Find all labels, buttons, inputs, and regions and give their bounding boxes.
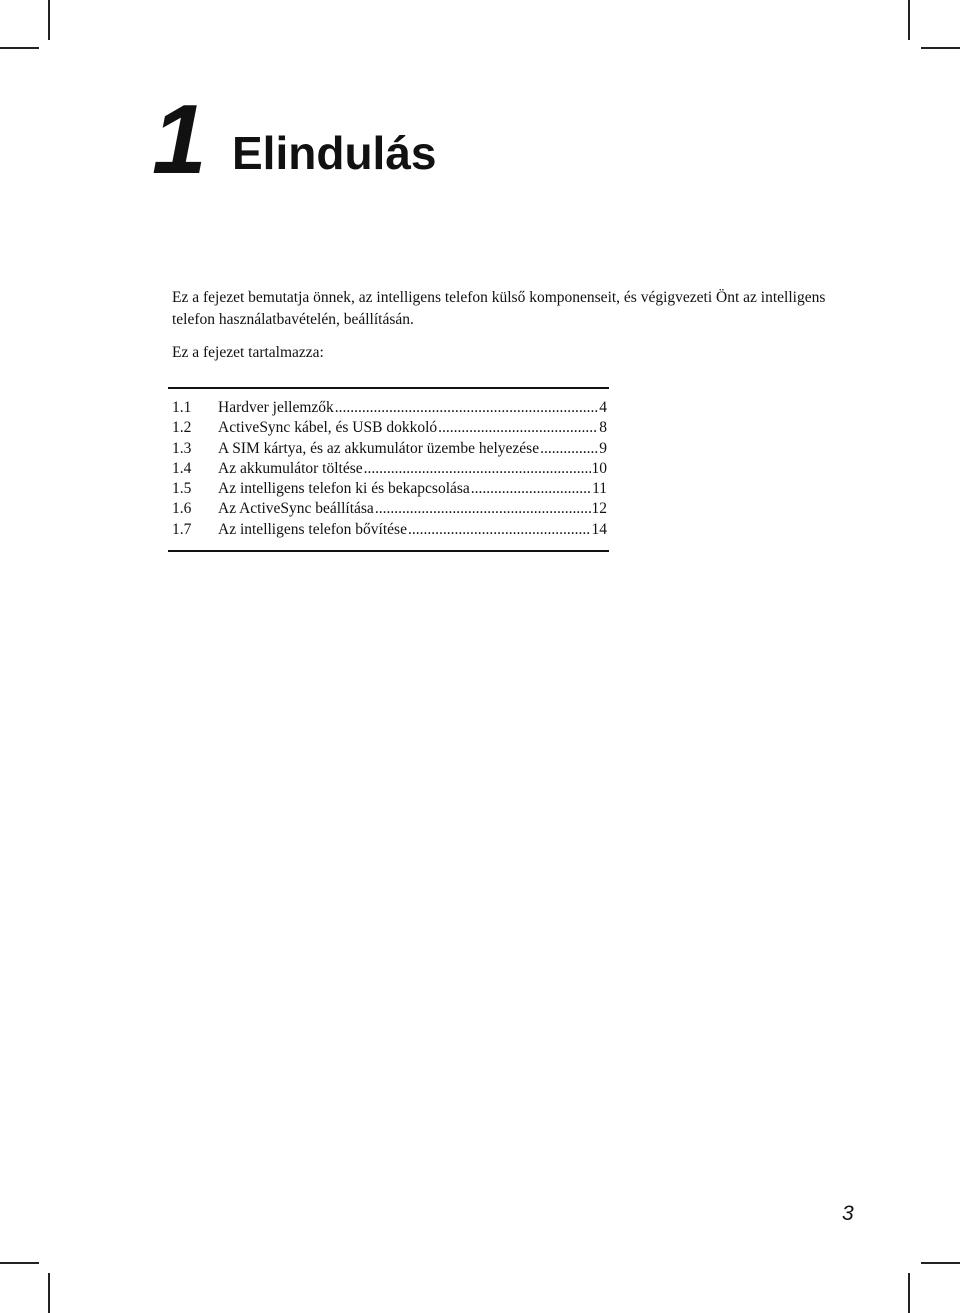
contents-label: Ez a fejezet tartalmazza:	[172, 344, 324, 361]
toc-entry-number: 1.6	[172, 500, 192, 518]
toc-entry[interactable]	[172, 439, 607, 459]
toc-entry[interactable]	[172, 499, 607, 519]
toc-entry-title: Az akkumulátor töltése	[218, 459, 363, 477]
toc-entry[interactable]	[172, 459, 607, 479]
toc-entry-page: 11	[592, 480, 607, 498]
chapter-title: Elindulás	[232, 127, 437, 179]
intro-paragraph: Ez a fejezet bemutatja önnek, az intelligens telefon külső komponenseit, és végigvezeti Önt az intelligens telefon használatbavételén, beállításán.	[172, 289, 826, 328]
crop-mark-bottom-right-h	[921, 1262, 960, 1264]
toc-bottom-rule	[168, 550, 609, 552]
crop-mark-top-left-h	[0, 47, 39, 49]
toc-dot-leader	[408, 520, 591, 540]
toc-top-rule	[168, 387, 609, 389]
toc-entry-page: 14	[591, 520, 607, 538]
toc-entry-page: 8	[599, 419, 607, 437]
toc-entry-number: 1.5	[172, 480, 192, 498]
toc-dot-leader	[375, 499, 591, 519]
crop-mark-top-left-v	[48, 0, 50, 40]
toc-entry-page: 10	[591, 459, 607, 477]
chapter-number: 1	[152, 84, 203, 194]
toc-entry-page: 9	[599, 439, 607, 457]
toc-entry-page: 12	[591, 500, 607, 518]
toc-entry[interactable]	[172, 520, 607, 540]
toc-dot-leader	[364, 459, 591, 479]
toc-dot-leader	[540, 439, 598, 459]
table-of-contents	[172, 398, 607, 540]
toc-entry-title: Az intelligens telefon bővítése	[218, 520, 407, 538]
toc-dot-leader	[438, 418, 598, 438]
toc-entry-number: 1.3	[172, 439, 192, 457]
toc-dot-leader	[335, 398, 598, 418]
toc-entry[interactable]	[172, 479, 607, 499]
crop-mark-bottom-right-v	[908, 1273, 910, 1313]
crop-mark-bottom-left-v	[48, 1273, 50, 1313]
toc-entry-title: A SIM kártya, és az akkumulátor üzembe helyezése	[218, 439, 540, 457]
toc-entry-title: Az intelligens telefon ki és bekapcsolása	[218, 480, 470, 498]
toc-entry-number: 1.7	[172, 520, 192, 538]
toc-entry[interactable]	[172, 418, 607, 438]
toc-dot-leader	[471, 479, 591, 499]
toc-entry-title: ActiveSync kábel, és USB dokkoló	[218, 419, 438, 437]
crop-mark-top-right-h	[921, 47, 960, 49]
toc-entry-number: 1.1	[172, 399, 192, 416]
toc-entry-title: Az ActiveSync beállítása	[218, 500, 374, 518]
page-number: 3	[842, 1202, 854, 1225]
toc-entry-page: 4	[599, 399, 607, 416]
toc-entry-number: 1.2	[172, 419, 192, 437]
crop-mark-top-right-v	[908, 0, 910, 40]
toc-entry-number: 1.4	[172, 459, 192, 477]
toc-entry[interactable]	[172, 398, 607, 418]
crop-mark-bottom-left-h	[0, 1262, 39, 1264]
toc-entry-title: Hardver jellemzők	[218, 399, 334, 416]
